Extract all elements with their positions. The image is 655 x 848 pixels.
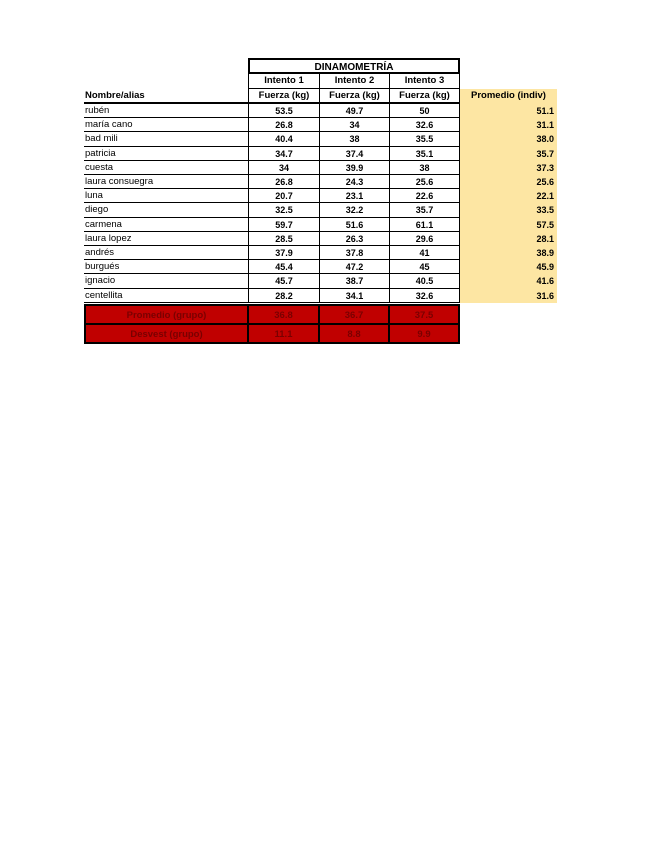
student-name: laura lopez — [84, 232, 248, 246]
student-name: luna — [84, 189, 248, 203]
individual-average-value: 41.6 — [460, 274, 557, 288]
attempt-2-value: 34.1 — [319, 289, 389, 303]
student-name: andrés — [84, 246, 248, 260]
attempt-1-value: 45.4 — [248, 260, 319, 274]
attempt-2-value: 39.9 — [319, 161, 389, 175]
student-name: laura consuegra — [84, 175, 248, 189]
student-name: bad mili — [84, 132, 248, 146]
individual-average-value: 22.1 — [460, 189, 557, 203]
attempt-1-value: 20.7 — [248, 189, 319, 203]
table-title: DINAMOMETRÍA — [248, 58, 460, 74]
individual-average-value: 38.0 — [460, 132, 557, 146]
attempt-3-value: 25.6 — [389, 175, 460, 189]
attempt-2-value: 37.4 — [319, 147, 389, 161]
student-name: diego — [84, 203, 248, 217]
attempt-3-value: 41 — [389, 246, 460, 260]
attempt-2-value: 26.3 — [319, 232, 389, 246]
summary-label: Desvest (grupo) — [84, 324, 248, 344]
attempt-3-value: 29.6 — [389, 232, 460, 246]
student-name: burgués — [84, 260, 248, 274]
summary-attempt-1: 11.1 — [248, 324, 319, 344]
summary-attempt-2: 36.7 — [319, 304, 389, 324]
summary-attempt-3: 37.5 — [389, 304, 460, 324]
individual-average-value: 51.1 — [460, 104, 557, 118]
individual-average-value: 37.3 — [460, 161, 557, 175]
attempt-1-value: 28.2 — [248, 289, 319, 303]
attempt-1-value: 34 — [248, 161, 319, 175]
attempt-1-value: 32.5 — [248, 203, 319, 217]
attempt-2-value: 38 — [319, 132, 389, 146]
attempt-2-value: 38.7 — [319, 274, 389, 288]
student-name: rubén — [84, 104, 248, 118]
attempt-3-value: 32.6 — [389, 118, 460, 132]
attempt-3-value: 22.6 — [389, 189, 460, 203]
summary-label: Promedio (grupo) — [84, 304, 248, 324]
attempt-2-value: 49.7 — [319, 104, 389, 118]
attempt-3-value: 35.1 — [389, 147, 460, 161]
student-name: patricia — [84, 147, 248, 161]
attempt-3-value: 38 — [389, 161, 460, 175]
student-name: centellita — [84, 289, 248, 303]
attempt-1-value: 45.7 — [248, 274, 319, 288]
summary-attempt-3: 9.9 — [389, 324, 460, 344]
attempt-1-value: 26.8 — [248, 118, 319, 132]
individual-average-value: 57.5 — [460, 218, 557, 232]
student-name: cuesta — [84, 161, 248, 175]
individual-average-value: 45.9 — [460, 260, 557, 274]
attempt-1-value: 53.5 — [248, 104, 319, 118]
summary-attempt-1: 36.8 — [248, 304, 319, 324]
attempt-2-value: 37.8 — [319, 246, 389, 260]
attempt-3-value: 32.6 — [389, 289, 460, 303]
attempt-2-value: 47.2 — [319, 260, 389, 274]
attempt-2-value: 32.2 — [319, 203, 389, 217]
attempt-3-value: 40.5 — [389, 274, 460, 288]
individual-average-value: 31.6 — [460, 289, 557, 303]
attempt-3-value: 50 — [389, 104, 460, 118]
attempt-3-value: 61.1 — [389, 218, 460, 232]
attempt-3-value: 35.7 — [389, 203, 460, 217]
attempt-2-header: Intento 2 — [319, 74, 389, 89]
student-name: maría cano — [84, 118, 248, 132]
attempt-1-header: Intento 1 — [248, 74, 319, 89]
attempt-1-value: 28.5 — [248, 232, 319, 246]
individual-average-value: 33.5 — [460, 203, 557, 217]
attempt-1-value: 34.7 — [248, 147, 319, 161]
individual-average-value: 38.9 — [460, 246, 557, 260]
attempt-1-value: 26.8 — [248, 175, 319, 189]
attempt-1-value: 59.7 — [248, 218, 319, 232]
name-column-header: Nombre/alias — [84, 89, 248, 104]
student-name: ignacio — [84, 274, 248, 288]
attempt-3-header: Intento 3 — [389, 74, 460, 89]
attempt-3-value: 35.5 — [389, 132, 460, 146]
unit-header-1: Fuerza (kg) — [248, 89, 319, 104]
attempt-2-value: 24.3 — [319, 175, 389, 189]
individual-average-value: 25.6 — [460, 175, 557, 189]
individual-average-header: Promedio (indiv) — [460, 89, 557, 104]
attempt-3-value: 45 — [389, 260, 460, 274]
attempt-2-value: 34 — [319, 118, 389, 132]
unit-header-2: Fuerza (kg) — [319, 89, 389, 104]
individual-average-value: 35.7 — [460, 147, 557, 161]
attempt-2-value: 51.6 — [319, 218, 389, 232]
summary-attempt-2: 8.8 — [319, 324, 389, 344]
individual-average-value: 28.1 — [460, 232, 557, 246]
attempt-1-value: 40.4 — [248, 132, 319, 146]
student-name: carmena — [84, 218, 248, 232]
attempt-2-value: 23.1 — [319, 189, 389, 203]
attempt-1-value: 37.9 — [248, 246, 319, 260]
individual-average-value: 31.1 — [460, 118, 557, 132]
unit-header-3: Fuerza (kg) — [389, 89, 460, 104]
